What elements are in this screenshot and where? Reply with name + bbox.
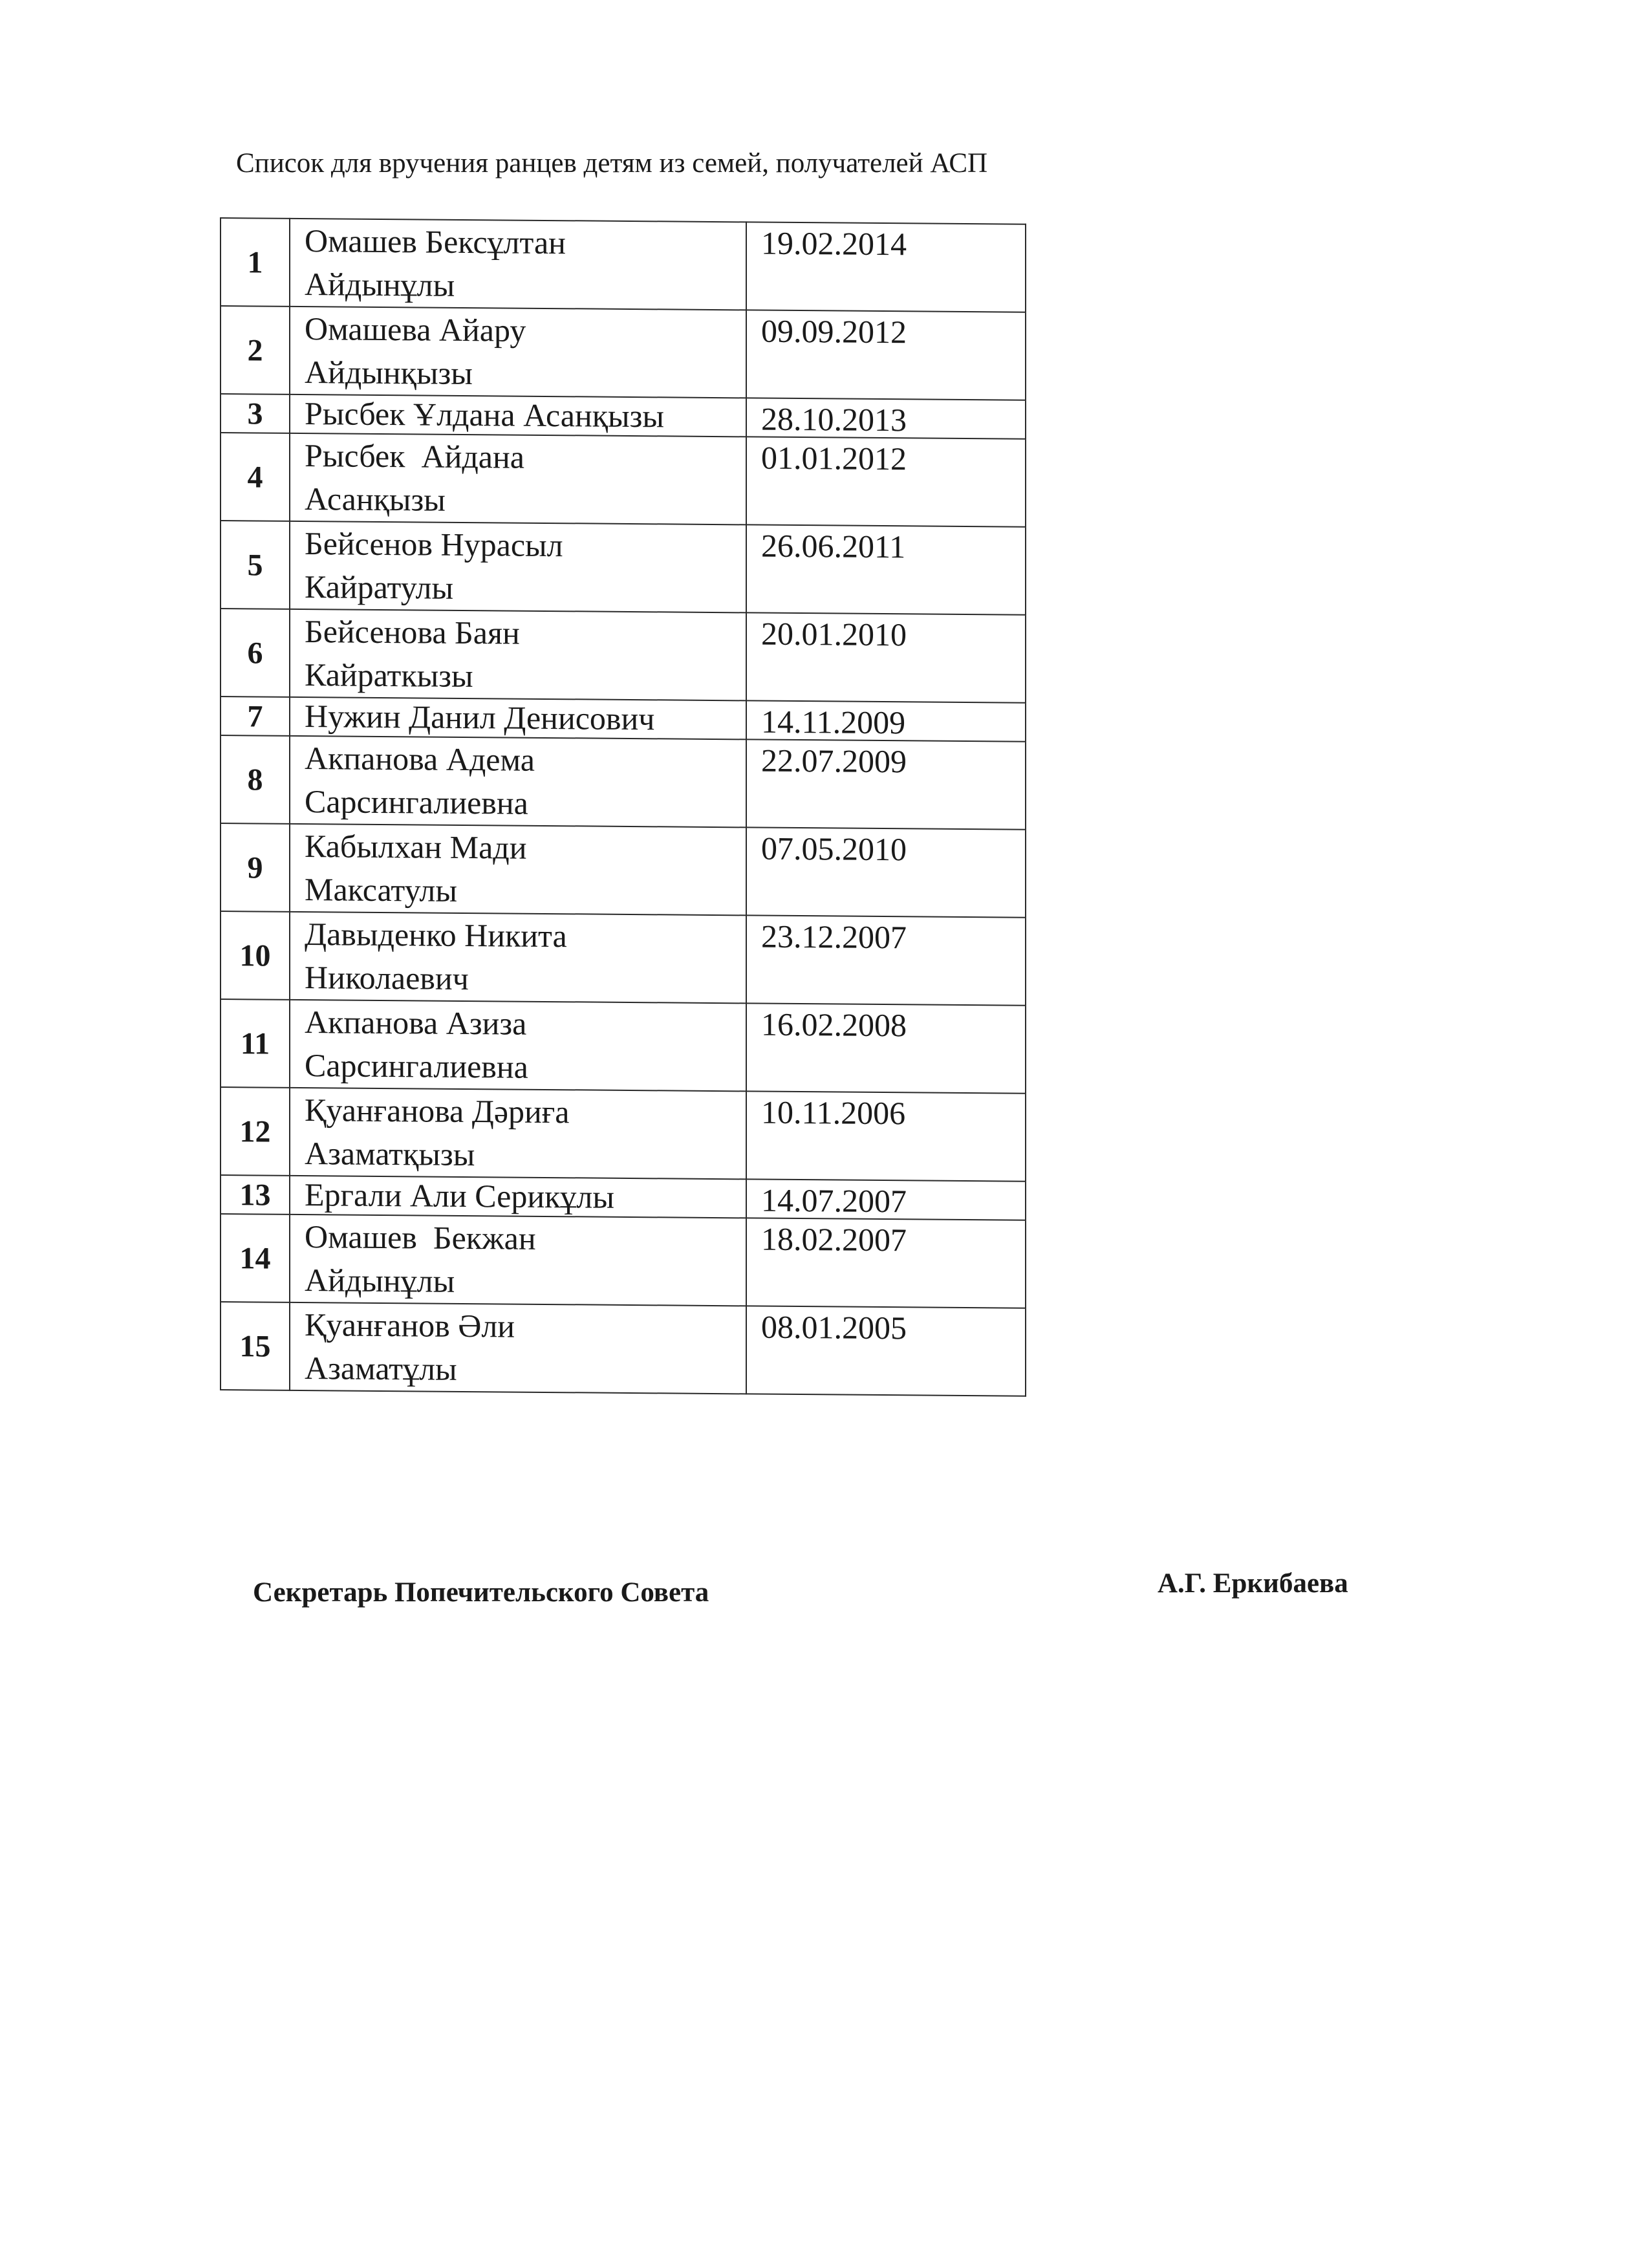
name-line: Кайраткызы	[305, 656, 473, 695]
table-row	[221, 1087, 1026, 1182]
table-row	[221, 1214, 1026, 1308]
birth-date: 19.02.2014	[746, 222, 1026, 312]
table-row	[221, 999, 1026, 1094]
name-line: Сарсингалиевна	[305, 1047, 528, 1085]
name-line: Азаматұлы	[305, 1350, 457, 1387]
child-name	[290, 912, 746, 1004]
row-number: 11	[221, 999, 290, 1088]
birth-date: 16.02.2008	[746, 1003, 1026, 1093]
row-number: 9	[221, 823, 290, 912]
name-line: Рысбек Айдана	[305, 437, 524, 475]
child-name	[290, 307, 746, 398]
child-name	[290, 824, 746, 916]
name-line: Асанқызы	[305, 481, 446, 518]
row-number: 10	[221, 911, 290, 1000]
row-number: 6	[221, 609, 290, 697]
table-row	[221, 521, 1026, 615]
table-row	[221, 306, 1026, 400]
table-row	[221, 735, 1026, 830]
recipients-table	[220, 217, 1026, 1397]
name-line: Азаматқызы	[305, 1135, 475, 1173]
row-number: 15	[221, 1302, 290, 1390]
signature-role: Секретарь Попечительского Совета	[253, 1577, 709, 1608]
name-line: Қуанғанов Әли	[305, 1306, 515, 1345]
signature-name: А.Г. Еркибаева	[1158, 1568, 1348, 1599]
row-number: 12	[221, 1087, 290, 1176]
name-line: Николаевич	[305, 959, 469, 997]
child-name	[290, 219, 746, 310]
row-number: 4	[221, 433, 290, 521]
name-line: Бейсенов Нурасыл	[305, 525, 563, 564]
birth-date: 14.07.2007	[746, 1179, 1026, 1220]
child-name	[290, 1000, 746, 1092]
child-name	[290, 1302, 746, 1394]
name-line: Бейсенова Баян	[305, 613, 520, 651]
birth-date: 01.01.2012	[746, 437, 1026, 526]
birth-date: 20.01.2010	[746, 612, 1026, 702]
child-name	[290, 1088, 746, 1180]
name-line: Қуанғанова Дәриға	[305, 1092, 570, 1130]
name-line: Омашев Бексұлтан	[305, 222, 566, 261]
table-row	[221, 1302, 1026, 1396]
name-line: Омашева Айару	[305, 310, 526, 349]
birth-date: 22.07.2009	[746, 739, 1026, 829]
name-line: Нужин Данил Денисович	[305, 698, 655, 737]
name-line: Рысбек Ұлдана Асанқызы	[305, 395, 664, 435]
child-name	[290, 433, 746, 525]
table-row	[221, 433, 1026, 527]
name-line: Айдынқызы	[305, 354, 473, 392]
child-name	[290, 697, 746, 740]
row-number: 2	[221, 306, 290, 394]
table-row	[221, 697, 1026, 742]
birth-date: 07.05.2010	[746, 827, 1026, 917]
table-row	[221, 823, 1026, 918]
table-body	[221, 218, 1026, 1396]
child-name	[290, 736, 746, 828]
table-row	[221, 609, 1026, 703]
birth-date: 10.11.2006	[746, 1091, 1026, 1181]
name-line: Давыденко Никита	[305, 916, 567, 955]
name-line: Айдынұлы	[305, 1262, 455, 1299]
child-name	[290, 1215, 746, 1306]
row-number: 7	[221, 697, 290, 736]
birth-date: 08.01.2005	[746, 1306, 1026, 1396]
name-line: Ергали Али Серикұлы	[305, 1176, 614, 1215]
birth-date: 18.02.2007	[746, 1218, 1026, 1308]
name-line: Кабылхан Мади	[305, 828, 527, 866]
birth-date: 26.06.2011	[746, 524, 1026, 614]
row-number: 3	[221, 394, 290, 433]
row-number: 13	[221, 1175, 290, 1215]
table-row	[221, 1175, 1026, 1220]
name-line: Омашев Бекжан	[305, 1218, 536, 1257]
table-row	[221, 394, 1026, 439]
row-number: 8	[221, 735, 290, 824]
name-line: Акпанова Адема	[305, 740, 535, 778]
name-line: Максатулы	[305, 871, 457, 909]
birth-date: 09.09.2012	[746, 310, 1026, 400]
child-name	[290, 521, 746, 613]
child-name	[290, 609, 746, 701]
name-line: Акпанова Азиза	[305, 1004, 527, 1042]
child-name	[290, 1176, 746, 1218]
row-number: 14	[221, 1214, 290, 1302]
child-name	[290, 394, 746, 437]
table-row	[221, 911, 1026, 1006]
birth-date: 28.10.2013	[746, 398, 1026, 438]
birth-date: 23.12.2007	[746, 915, 1026, 1005]
name-line: Кайратулы	[305, 568, 454, 606]
birth-date: 14.11.2009	[746, 700, 1026, 741]
table-row	[221, 218, 1026, 312]
page-title: Список для вручения ранцев детям из семей, получателей АСП	[236, 148, 988, 178]
name-line: Сарсингалиевна	[305, 783, 528, 821]
row-number: 5	[221, 521, 290, 609]
row-number: 1	[221, 218, 290, 307]
name-line: Айдынұлы	[305, 266, 455, 303]
